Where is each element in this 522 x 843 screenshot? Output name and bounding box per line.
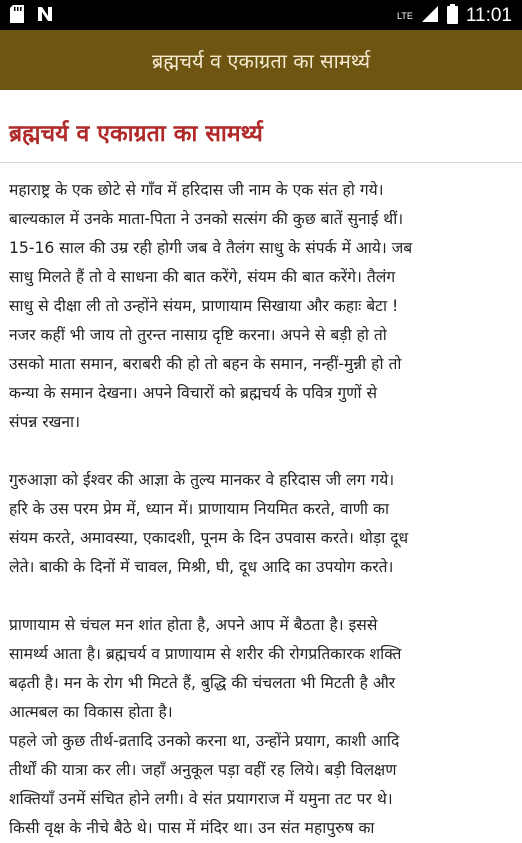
article-paragraph-4: पहले जो कुछ तीर्थ-व्रतादि उनको करना था, उन्होंने प्रयाग, काशी आदि तीर्थों की यात्रा कर ली। जहाँ अनुकूल पड़ा वहीं रह लिये। बड़ी विलक्षण शक्तियाँ उनमें संचित होने लगी। वे संत प्रयागराज में यमुना तट पर थे। किसी वृक्ष के नीचे बैठे थे। पास में मंदिर था। उन संत महापुरुष का [9, 732, 400, 837]
network-type-label: LTE [397, 10, 413, 21]
article-body [9, 176, 515, 843]
status-left-icons [10, 5, 54, 27]
status-right-icons [397, 4, 512, 28]
app-bar-title: ब्रह्मचर्य व एकाग्रता का सामर्थ्य [151, 48, 371, 73]
article-title: ब्रह्मचर्य व एकाग्रता का सामर्थ्य [9, 121, 263, 147]
article-paragraph-1: महाराष्ट्र के एक छोटे से गाँव में हरिदास जी नाम के एक संत हो गये। बाल्यकाल में उनके माता-पिता ने उनको सत्संग की कुछ बातें सुनाई थीं। 15-16 साल की उम्र रही होगी जब वे तैलंग साधु के संपर्क में आये। जब साधु मिलते हैं तो वे साधना की बात करेंगे, संयम की बात करेंगे। तैलंग साधु से दीक्षा ली तो उन्होंने संयम, प्राणायाम सिखाया और कहाः बेटा ! नजर कहीं भी जाय तो तुरन्त नासाग्र दृष्टि करना। अपने से बड़ी हो तो उसको माता समान, बराबरी की हो तो बहन के समान, नन्हीं-मुन्नी हो तो कन्या के समान देखना। अपने विचारों को ब्रह्मचर्य के पवित्र गुणों से संपन्न रखना। [9, 181, 413, 431]
article-paragraph-3: प्राणायाम से चंचल मन शांत होता है, अपने आप में बैठता है। इससे सामर्थ्य आता है। ब्रह्मचर्य व प्राणायाम से शरीर की रोगप्रतिकारक शक्ति बढ़ती है। मन के रोग भी मिटते हैं, बुद्धि की चंचलता भी मिटती है और आत्मबल का विकास होता है। [9, 616, 402, 721]
signal-icon [421, 5, 439, 27]
article-paragraph-2: गुरुआज्ञा को ईश्वर की आज्ञा के तुल्य मानकर वे हरिदास जी लग गये। हरि के उस परम प्रेम में, ध्यान में। प्राणायाम नियमित करते, वाणी का संयम करते, अमावस्या, एकादशी, पूनम के दिन उपवास करते। थोड़ा दूध लेते। बाकी के दिनों में चावल, मिश्री, घी, दूध आदि का उपयोग करते। [9, 471, 409, 576]
status-time: 11:01 [465, 5, 512, 26]
title-divider [0, 162, 522, 163]
status-bar [0, 0, 522, 30]
app-bar [0, 30, 522, 90]
n-notification-icon [36, 5, 54, 27]
battery-icon [447, 4, 458, 28]
article-content[interactable] [0, 90, 522, 837]
sd-card-icon [10, 5, 24, 27]
